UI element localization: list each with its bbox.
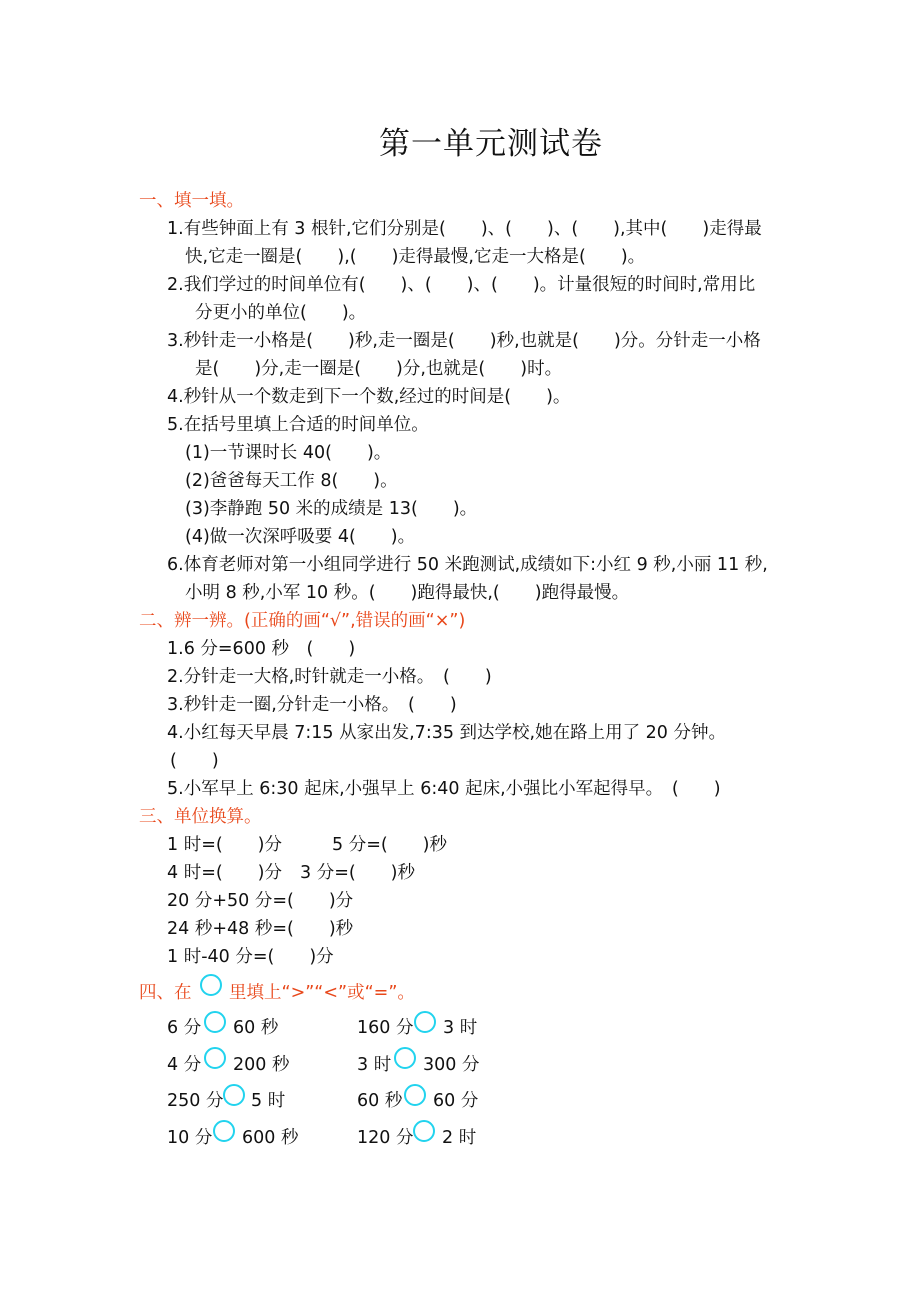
q3-line-2: 是( )分,走一圈是( )分,也就是( )时。 <box>195 359 563 379</box>
compare-2-left: 160 分 <box>357 1018 414 1038</box>
compare-3-right: 200 秒 <box>233 1055 290 1075</box>
compare-6-circle[interactable] <box>404 1084 426 1106</box>
compare-7-circle[interactable] <box>213 1120 235 1142</box>
judge-5: 5.小军早上 6:30 起床,小强早上 6:40 起床,小强比小军起得早。 ( ) <box>167 779 721 799</box>
compare-1-circle[interactable] <box>204 1011 226 1033</box>
q5-sub-4: (4)做一次深呼吸要 4( )。 <box>185 527 416 547</box>
q2-line-2: 分更小的单位( )。 <box>195 303 367 323</box>
convert-4: 3 分=( )秒 <box>300 863 416 883</box>
q5-sub-3: (3)李静跑 50 米的成绩是 13( )。 <box>185 499 478 519</box>
compare-4-left: 3 时 <box>357 1055 392 1075</box>
compare-3-circle[interactable] <box>204 1047 226 1069</box>
q2-line-1: 2.我们学过的时间单位有( )、( )、( )。计量很短的时间时,常用比 <box>167 275 756 295</box>
compare-7-left: 10 分 <box>167 1128 213 1148</box>
section-4-heading-end: 里填上“>”“<”或“=”。 <box>229 983 415 1003</box>
compare-5-left: 250 分 <box>167 1091 224 1111</box>
compare-6-left: 60 秒 <box>357 1091 403 1111</box>
compare-7-right: 600 秒 <box>242 1128 299 1148</box>
compare-1-right: 60 秒 <box>233 1018 279 1038</box>
compare-8-right: 2 时 <box>442 1128 477 1148</box>
q6-line-1: 6.体育老师对第一小组同学进行 50 米跑测试,成绩如下:小红 9 秒,小丽 11 秒, <box>167 555 768 575</box>
q4-line: 4.秒针从一个数走到下一个数,经过的时间是( )。 <box>167 387 571 407</box>
q5-line: 5.在括号里填上合适的时间单位。 <box>167 415 429 435</box>
judge-4: 4.小红每天早晨 7:15 从家出发,7:35 到达学校,她在路上用了 20 分钟。 <box>167 723 726 743</box>
q6-line-2: 小明 8 秒,小军 10 秒。( )跑得最快,( )跑得最慢。 <box>185 583 630 603</box>
judge-4-bracket: ( ) <box>170 751 219 771</box>
q5-sub-1: (1)一节课时长 40( )。 <box>185 443 392 463</box>
judge-2: 2.分针走一大格,时针就走一小格。 ( ) <box>167 667 492 687</box>
compare-5-circle[interactable] <box>223 1084 245 1106</box>
compare-circle-icon <box>200 974 222 996</box>
convert-3: 4 时=( )分 <box>167 863 283 883</box>
compare-4-right: 300 分 <box>423 1055 480 1075</box>
convert-5: 20 分+50 分=( )分 <box>167 891 354 911</box>
convert-1: 1 时=( )分 <box>167 835 283 855</box>
page-title: 第一单元测试卷 <box>379 126 603 162</box>
compare-3-left: 4 分 <box>167 1055 202 1075</box>
convert-6: 24 秒+48 秒=( )秒 <box>167 919 354 939</box>
compare-8-left: 120 分 <box>357 1128 414 1148</box>
compare-4-circle[interactable] <box>394 1047 416 1069</box>
convert-2: 5 分=( )秒 <box>332 835 448 855</box>
convert-7: 1 时-40 分=( )分 <box>167 947 334 967</box>
section-1-heading: 一、填一填。 <box>139 191 244 211</box>
judge-1: 1.6 分=600 秒 ( ) <box>167 639 356 659</box>
section-4-heading-start: 四、在 <box>139 983 192 1003</box>
compare-1-left: 6 分 <box>167 1018 202 1038</box>
compare-6-right: 60 分 <box>433 1091 479 1111</box>
q5-sub-2: (2)爸爸每天工作 8( )。 <box>185 471 398 491</box>
compare-8-circle[interactable] <box>413 1120 435 1142</box>
q1-line-2: 快,它走一圈是( ),( )走得最慢,它走一大格是( )。 <box>185 247 646 267</box>
compare-2-circle[interactable] <box>414 1011 436 1033</box>
judge-3: 3.秒针走一圈,分针走一小格。 ( ) <box>167 695 457 715</box>
section-3-heading: 三、单位换算。 <box>139 807 262 827</box>
compare-2-right: 3 时 <box>443 1018 478 1038</box>
compare-5-right: 5 时 <box>251 1091 286 1111</box>
section-2-heading: 二、辨一辨。(正确的画“√”,错误的画“×”) <box>139 611 466 631</box>
q1-line-1: 1.有些钟面上有 3 根针,它们分别是( )、( )、( ),其中( )走得最 <box>167 219 762 239</box>
q3-line-1: 3.秒针走一小格是( )秒,走一圈是( )秒,也就是( )分。分针走一小格 <box>167 331 761 351</box>
